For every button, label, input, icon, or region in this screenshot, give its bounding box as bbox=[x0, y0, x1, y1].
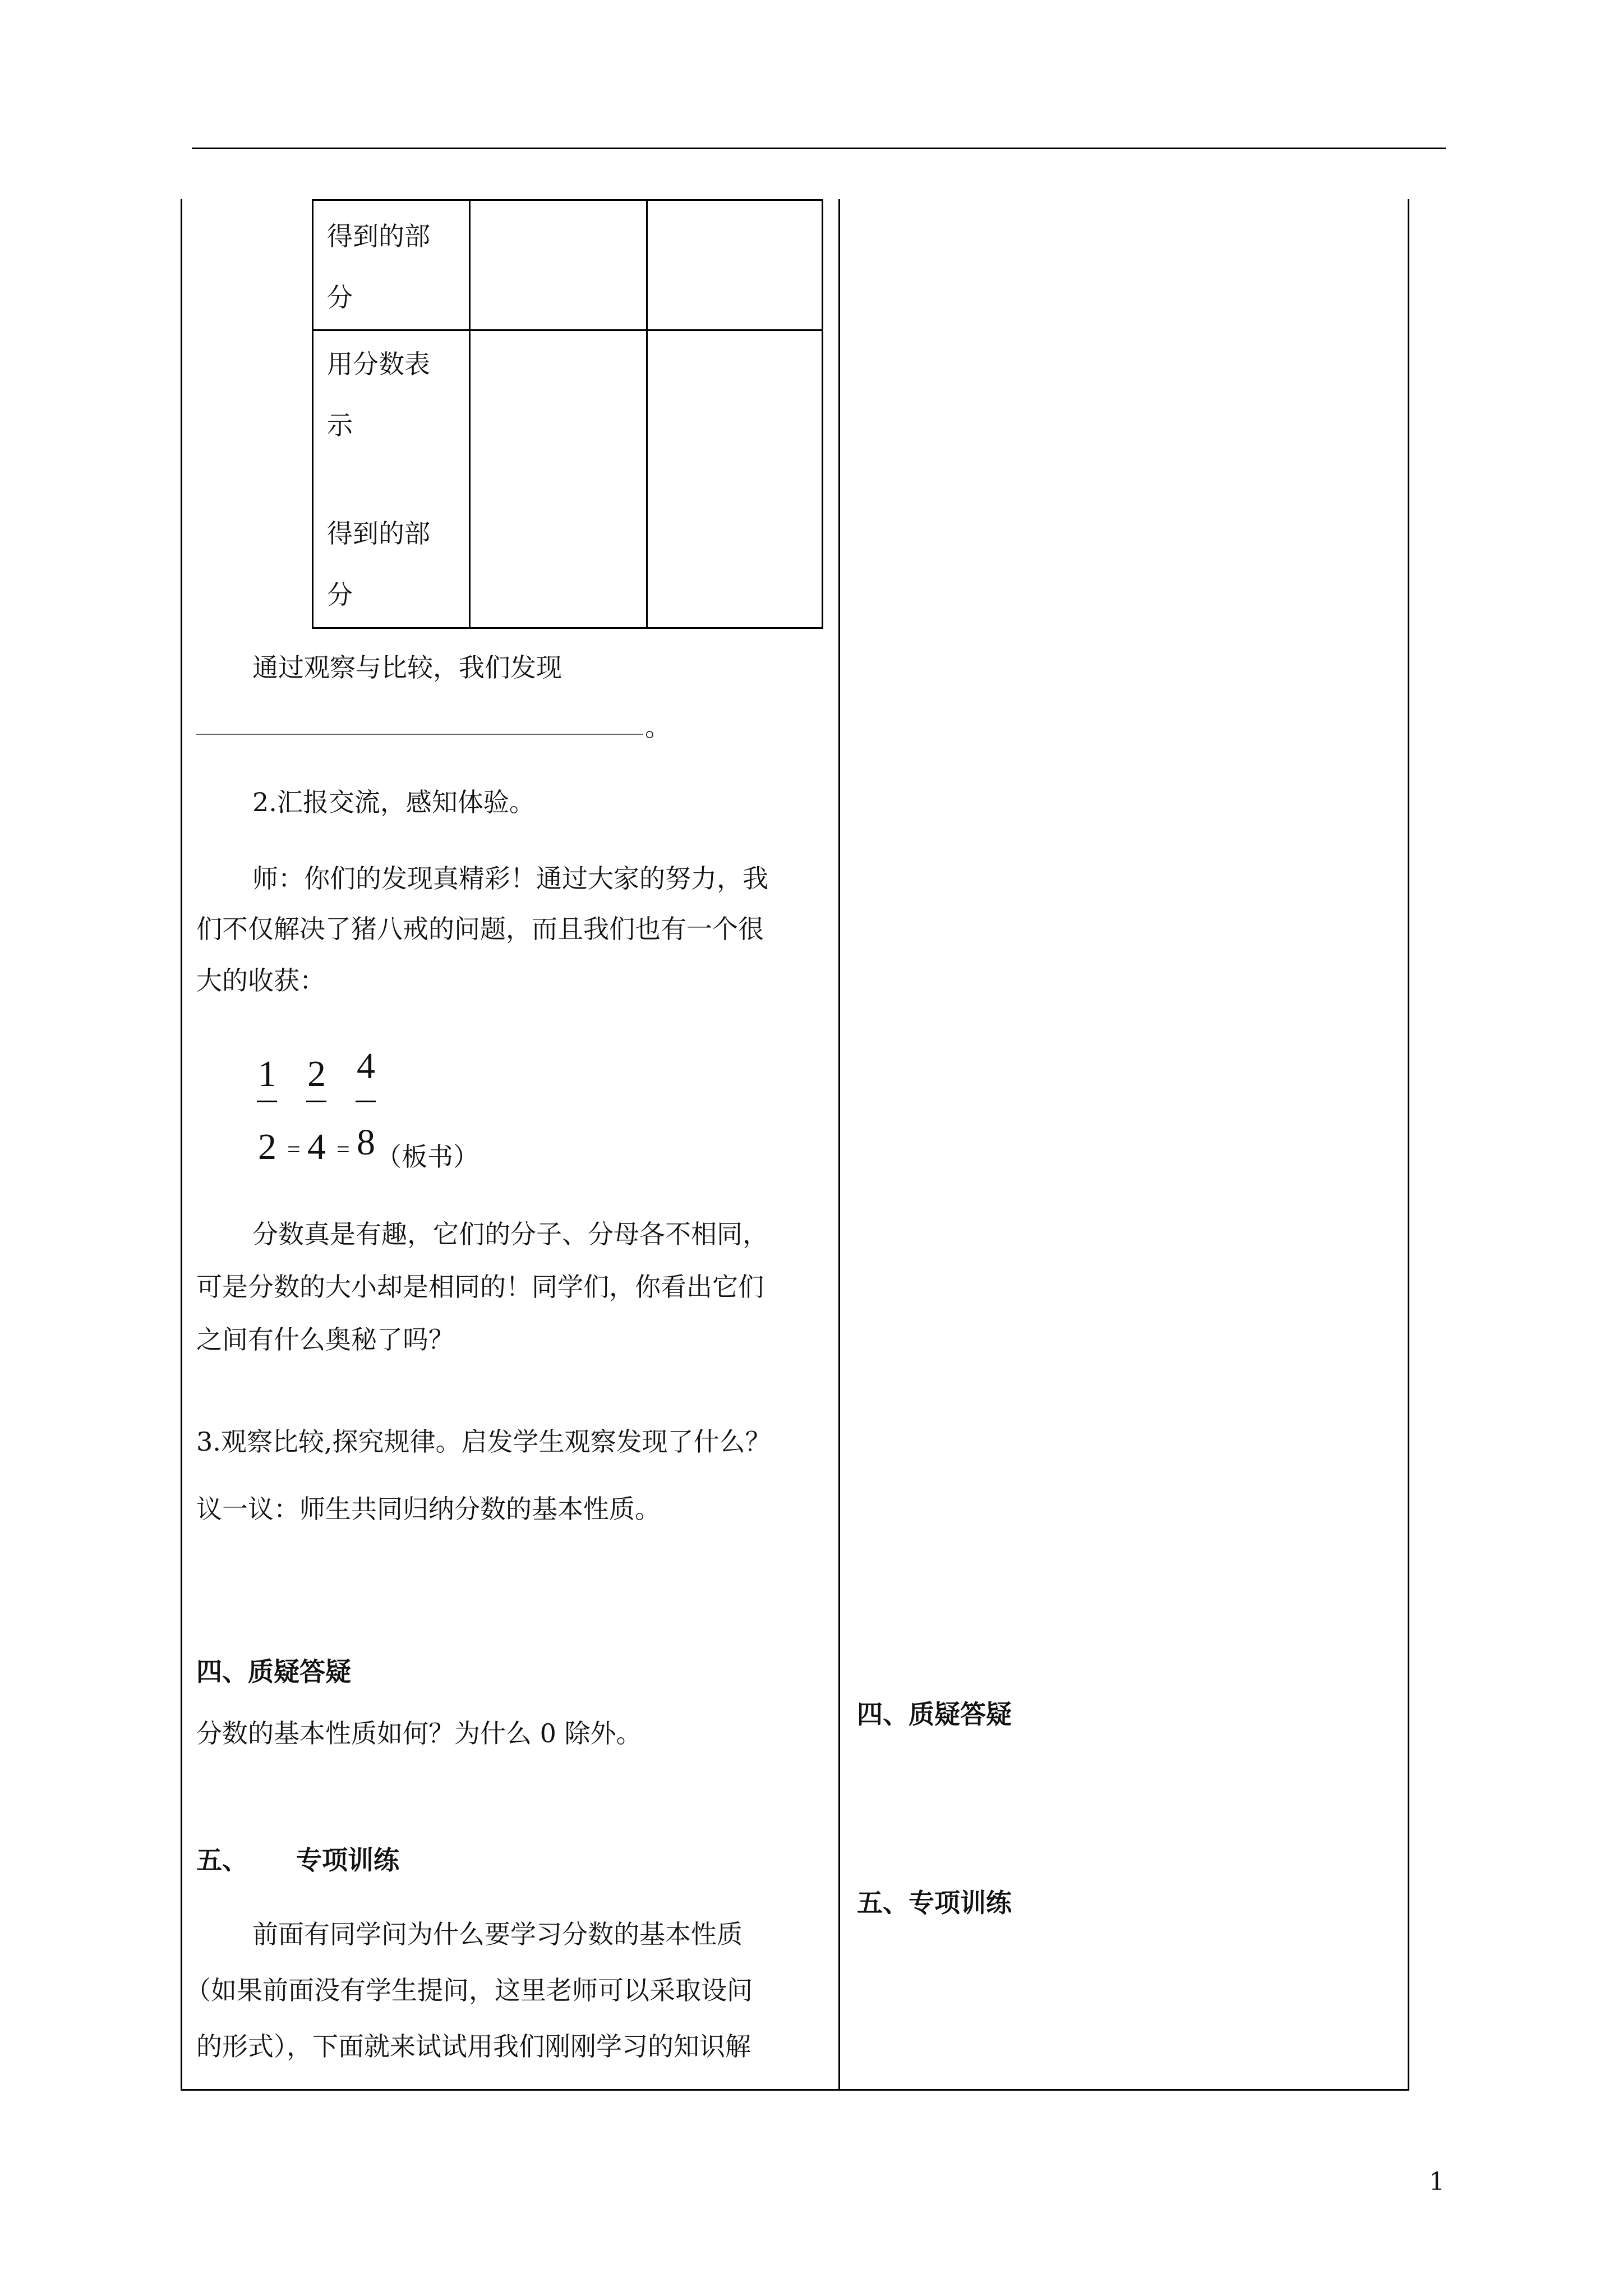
blank-end-mark: 。 bbox=[645, 712, 671, 742]
inner-table-row-divider bbox=[312, 329, 823, 331]
step3-line1: 3.观察比较,探究规律。启发学生观察发现了什么？ bbox=[196, 1427, 771, 1457]
qa-heading-right: 四、质疑答疑 bbox=[857, 1699, 1012, 1729]
inner-table-row2-label-line1: 用分数表 bbox=[327, 349, 430, 379]
inner-table-left-border bbox=[312, 199, 313, 629]
step3-line2: 议一议：师生共同归纳分数的基本性质。 bbox=[196, 1494, 661, 1524]
fraction-1-numerator: 1 bbox=[258, 1053, 276, 1094]
fun-paragraph-line2: 可是分数的大小却是相同的！同学们，你看出它们 bbox=[196, 1272, 764, 1302]
report-step: 2.汇报交流，感知体验。 bbox=[252, 787, 535, 817]
qa-paragraph: 分数的基本性质如何？为什么 0 除外。 bbox=[196, 1718, 642, 1749]
equals-sign-2: = bbox=[336, 1137, 350, 1163]
fraction-3-denominator: 8 bbox=[357, 1122, 375, 1163]
teacher-paragraph-line2: 们不仅解决了猪八戒的问题，而且我们也有一个很 bbox=[196, 914, 764, 944]
training-heading-right: 五、专项训练 bbox=[857, 1888, 1012, 1918]
outer-table-left-border bbox=[181, 199, 182, 2090]
training-paragraph-line3: 的形式），下面就来试试用我们刚刚学习的知识解 bbox=[196, 2031, 751, 2062]
inner-table-row2-label-line3: 得到的部 bbox=[327, 518, 430, 549]
inner-table-row1-label-line1: 得到的部 bbox=[327, 221, 430, 251]
training-paragraph-line1: 前面有同学问为什么要学习分数的基本性质 bbox=[252, 1919, 743, 1949]
fun-paragraph-line1: 分数真是有趣，它们的分子、分母各不相同， bbox=[252, 1219, 768, 1249]
teacher-paragraph-line3: 大的收获： bbox=[196, 965, 325, 996]
fraction-1-bar bbox=[257, 1101, 277, 1102]
outer-table-middle-border bbox=[838, 199, 840, 2090]
board-writing-note: （板书） bbox=[376, 1142, 479, 1172]
inner-table-row2-label-line4: 分 bbox=[327, 579, 353, 610]
inner-table-row1-label-line2: 分 bbox=[327, 282, 353, 312]
qa-heading-left: 四、质疑答疑 bbox=[196, 1657, 351, 1687]
fraction-3-numerator: 4 bbox=[357, 1046, 375, 1087]
inner-table-right-border bbox=[822, 199, 823, 629]
page-number: 1 bbox=[1429, 2168, 1445, 2196]
inner-table bbox=[312, 199, 823, 629]
outer-table-right-border bbox=[1408, 199, 1409, 2090]
inner-table-top-border bbox=[312, 199, 823, 201]
fraction-equation bbox=[247, 1046, 538, 1189]
outer-table-bottom-border bbox=[181, 2089, 1409, 2091]
training-paragraph-line2: （如果前面没有学生提问，这里老师可以采取设问 bbox=[185, 1975, 753, 2005]
training-heading-title: 专项训练 bbox=[296, 1845, 399, 1875]
inner-table-bottom-border bbox=[312, 627, 823, 629]
observe-paragraph: 通过观察与比较，我们发现 bbox=[252, 652, 562, 683]
fill-in-blank-line bbox=[196, 734, 643, 735]
fraction-3-bar bbox=[356, 1101, 376, 1102]
teacher-paragraph-line1: 师：你们的发现真精彩！通过大家的努力，我 bbox=[252, 863, 768, 894]
inner-table-row2-label-line2: 示 bbox=[327, 410, 353, 440]
equals-sign-1: = bbox=[287, 1137, 301, 1163]
header-rule bbox=[192, 148, 1446, 149]
fraction-1-denominator: 2 bbox=[258, 1126, 276, 1167]
fraction-2-bar bbox=[306, 1101, 326, 1102]
inner-table-col-divider-1 bbox=[469, 199, 471, 629]
fraction-2-numerator: 2 bbox=[307, 1053, 326, 1094]
training-heading-number: 五、 bbox=[196, 1845, 248, 1875]
fun-paragraph-line3: 之间有什么奥秘了吗？ bbox=[196, 1324, 454, 1355]
fraction-2-denominator: 4 bbox=[307, 1126, 326, 1167]
inner-table-col-divider-2 bbox=[646, 199, 648, 629]
